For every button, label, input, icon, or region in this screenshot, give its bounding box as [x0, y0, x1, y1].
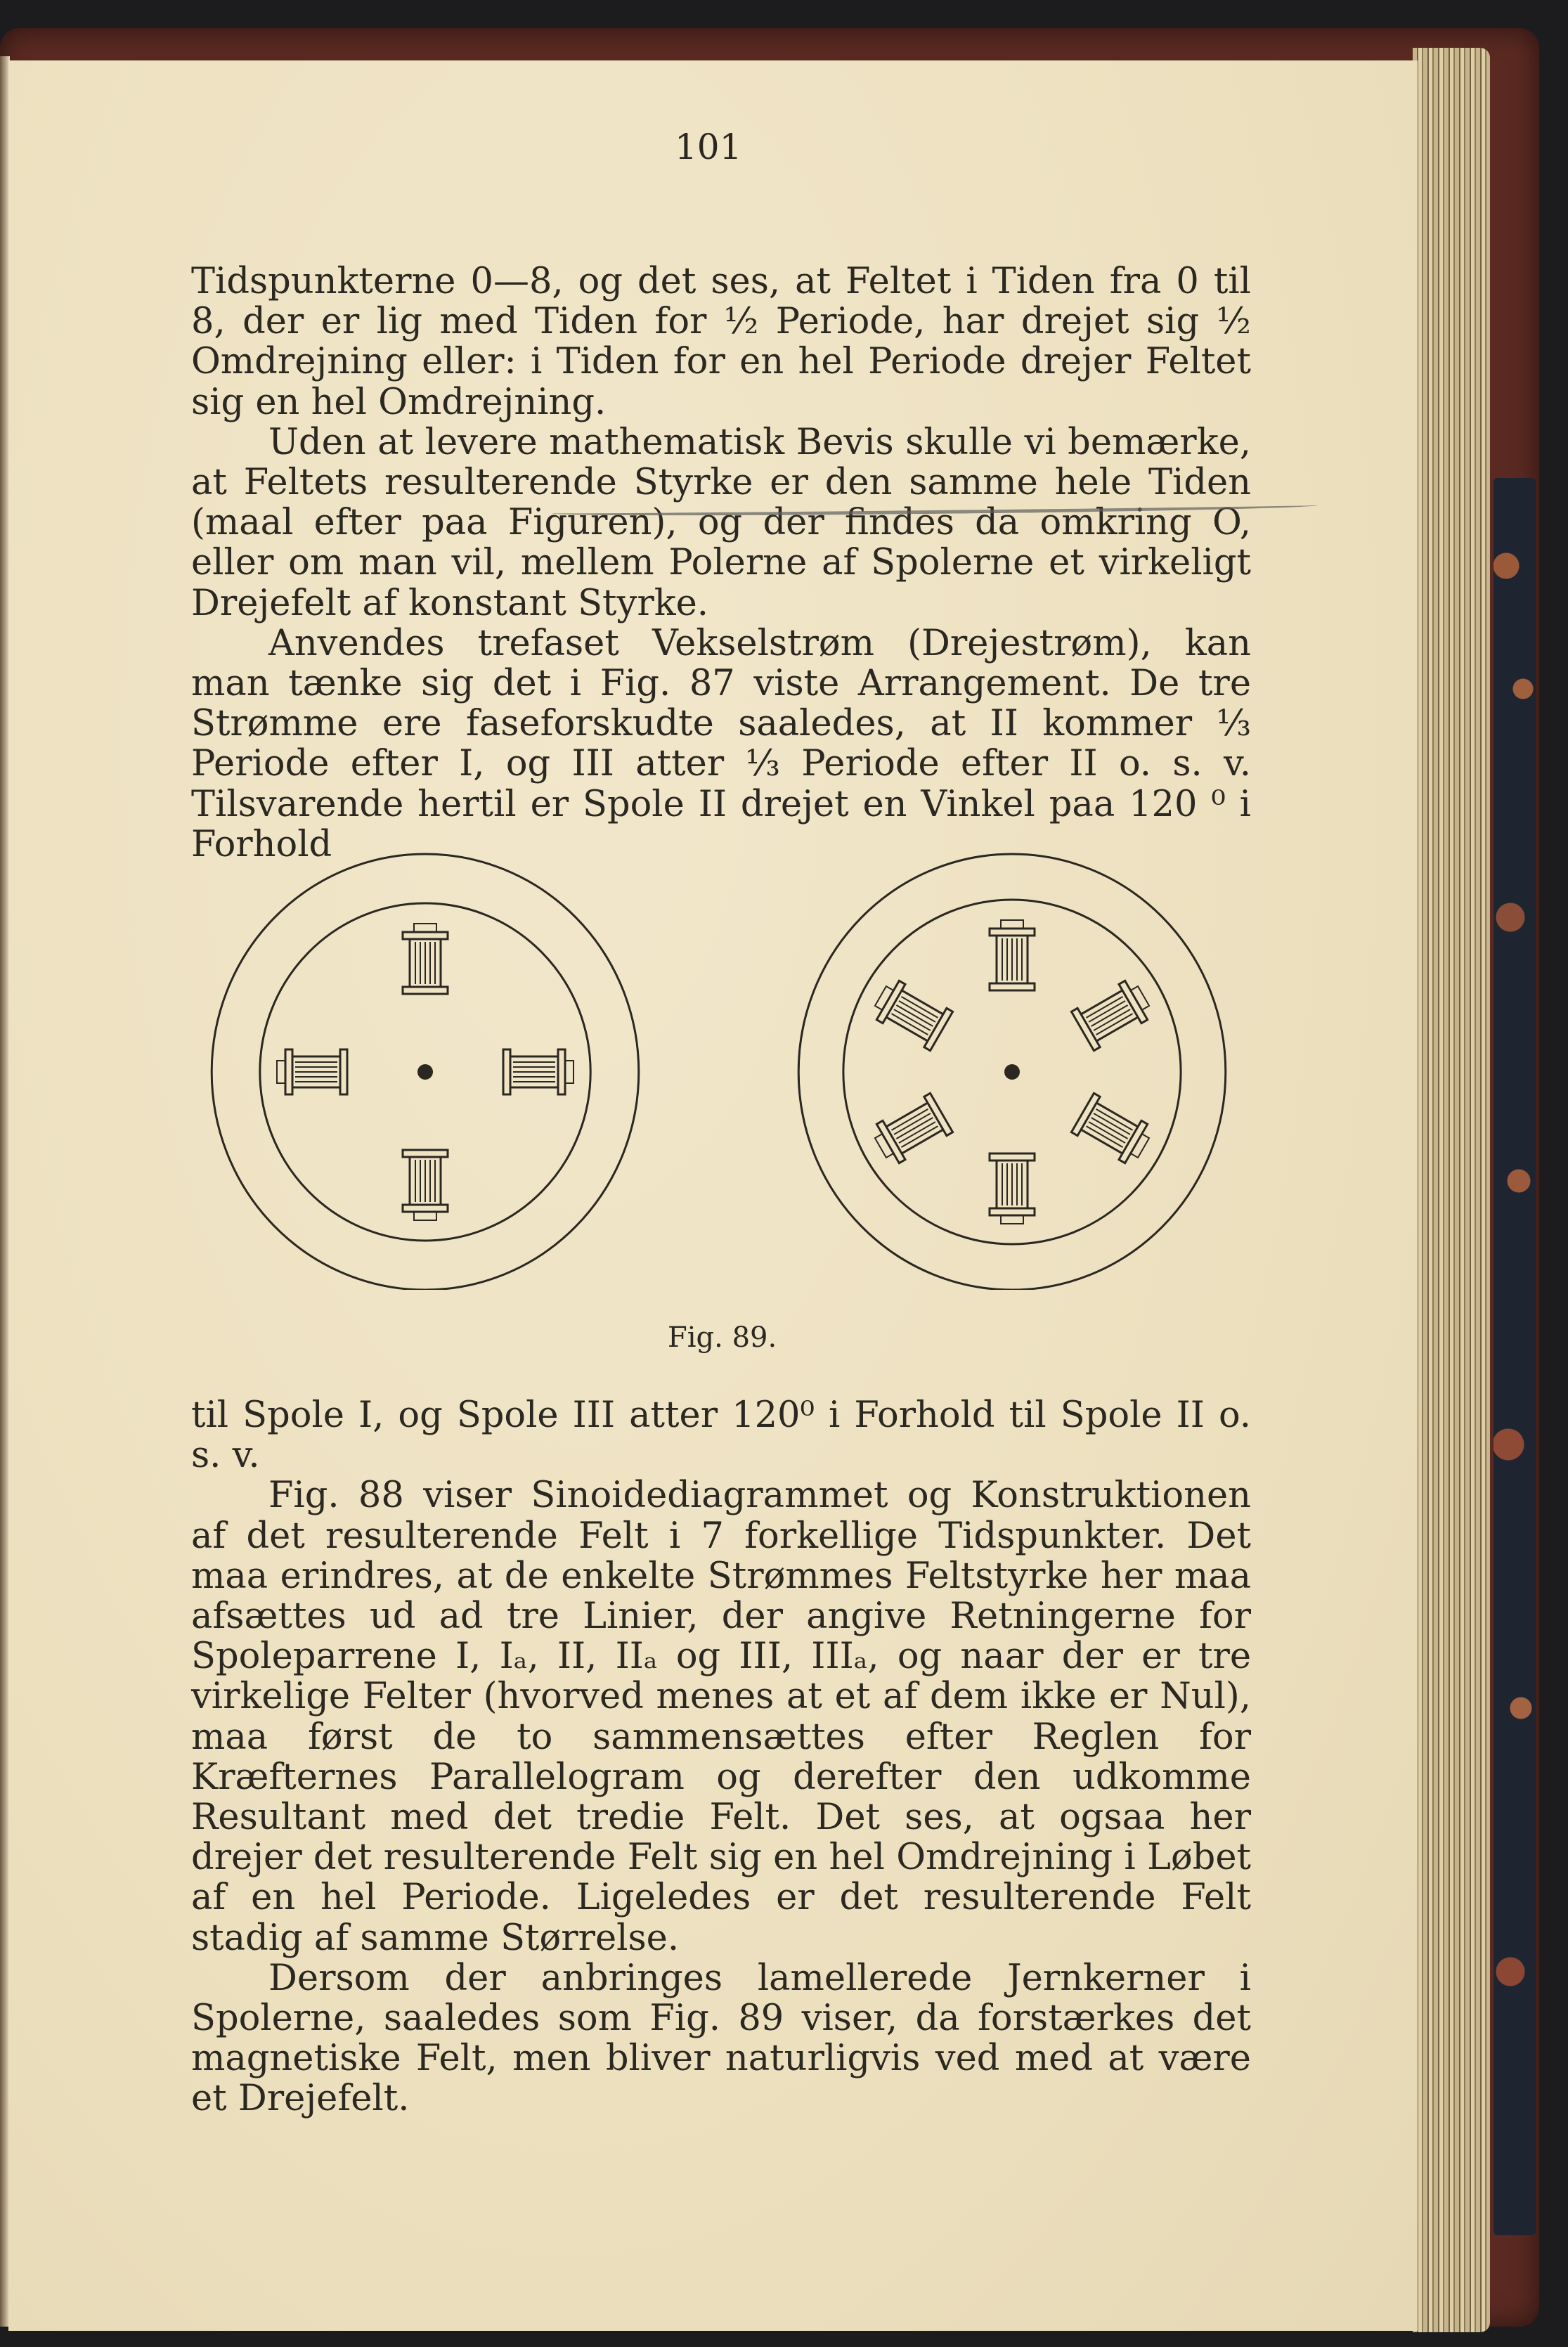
coil-flange	[990, 1208, 1035, 1215]
coil	[1071, 1093, 1155, 1167]
figure-89	[183, 840, 1237, 1290]
coil	[869, 976, 953, 1050]
winding-line	[1094, 1113, 1130, 1134]
paragraph: Uden at levere mathematisk Bevis skulle vi bemærke, at Feltets resulterende Styrke er den samme hele Tiden (maal efter paa Figuren), og der findes da omkring O, eller om man vil, mellem Polerne af Spolerne et virkeligt Drejefelt af konstant Styrke.	[191, 421, 1251, 624]
pole-shoe	[565, 1061, 574, 1083]
pole-shoe	[277, 1061, 285, 1083]
coil-flange	[340, 1049, 347, 1094]
winding-line	[896, 1005, 933, 1026]
rotor-axis-dot	[417, 1064, 433, 1080]
marbled-board	[1494, 478, 1536, 2235]
coil	[1071, 976, 1155, 1050]
paragraph: Dersom der anbringes lamellerede Jernkerner i Spolerne, saaledes som Fig. 89 viser, da forstærkes det magnetiske Felt, men bliver naturligvis ved med at være et Drejefelt.	[191, 1957, 1251, 2120]
pole-shoe	[414, 924, 436, 932]
coil-flange	[403, 932, 448, 939]
winding-line	[1094, 1009, 1130, 1030]
coil	[403, 924, 448, 994]
paragraph: til Spole I, og Spole III atter 120⁰ i Forhold til Spole II o. s. v.	[191, 1395, 1251, 1477]
coil	[277, 1049, 347, 1094]
coil-flange	[990, 983, 1035, 990]
winding-line	[899, 1001, 935, 1022]
paragraph: Tidspunkterne 0—8, og det ses, at Feltet i Tiden fra 0 til 8, der er lig med Tiden for ½ Periode, har drejet sig ½ Omdrejning eller: i Tiden for en hel Periode drejer Feltet sig en hel Omdrejning.	[191, 261, 1251, 423]
pole-shoe	[1001, 920, 1023, 929]
rotor-axis-dot	[1004, 1064, 1020, 1080]
page-edges	[1413, 48, 1490, 2332]
winding-line	[1091, 1005, 1128, 1026]
coil	[990, 920, 1035, 990]
coil	[990, 1153, 1035, 1224]
coil-flange	[990, 1153, 1035, 1160]
winding-line	[1091, 1118, 1128, 1139]
paragraph: Anvendes trefaset Vekselstrøm (Drejestrøm), kan man tænke sig det i Fig. 87 viste Arrangement. De tre Strømme ere faseforskudte saaledes, at II kommer ⅓ Periode efter I, og III atter ⅓ Periode efter II o. s. v. Tilsvarende hertil er Spole II drejet en Vinkel paa 120 ⁰ i Forhold	[191, 622, 1251, 865]
pole-shoe	[1001, 1215, 1023, 1224]
coil	[503, 1049, 574, 1094]
page-number: 101	[675, 127, 742, 167]
right-stator	[798, 854, 1226, 1290]
coil-flange	[403, 987, 448, 994]
coil-flange	[403, 1205, 448, 1212]
coil-flange	[990, 929, 1035, 936]
figure-caption: Fig. 89.	[668, 1321, 777, 1354]
left-stator	[212, 854, 639, 1290]
coil-flange	[503, 1049, 510, 1094]
pole-shoe	[414, 1212, 436, 1220]
stator-diagram	[183, 840, 1237, 1290]
winding-line	[896, 1118, 933, 1139]
coil	[403, 1150, 448, 1220]
winding-line	[894, 1113, 931, 1134]
coil-flange	[403, 1150, 448, 1157]
paragraph: Fig. 88 viser Sinoidediagrammet og Konstruktionen af det resulterende Felt i 7 forkellige Tidspunkter. Det maa erindres, at de enkelte Strømmes Feltstyrke her maa afsættes ud ad tre Linier, der angive Retningerne for Spoleparrene I, Iₐ, II, IIₐ og III, IIIₐ, og naar der er tre virkelige Felter (hvorved menes at et af dem ikke er Nul), maa først de to sammensættes efter Reglen for Kræfternes Parallelogram og derefter den udkomme Resultant med det tredie Felt. Det ses, at ogsaa her drejer det resulterende Felt sig en hel Omdrejning i Løbet af en hel Periode. Ligeledes er det resulterende Felt stadig af samme Størrelse.	[191, 1475, 1251, 1959]
winding-line	[894, 1009, 931, 1030]
coil-flange	[558, 1049, 565, 1094]
coil	[869, 1093, 953, 1167]
coil-flange	[285, 1049, 292, 1094]
winding-line	[899, 1122, 935, 1143]
winding-line	[1089, 1001, 1125, 1022]
winding-line	[1089, 1122, 1125, 1143]
text-block-bottom	[191, 1395, 1251, 2119]
text-block-top	[191, 261, 1251, 865]
